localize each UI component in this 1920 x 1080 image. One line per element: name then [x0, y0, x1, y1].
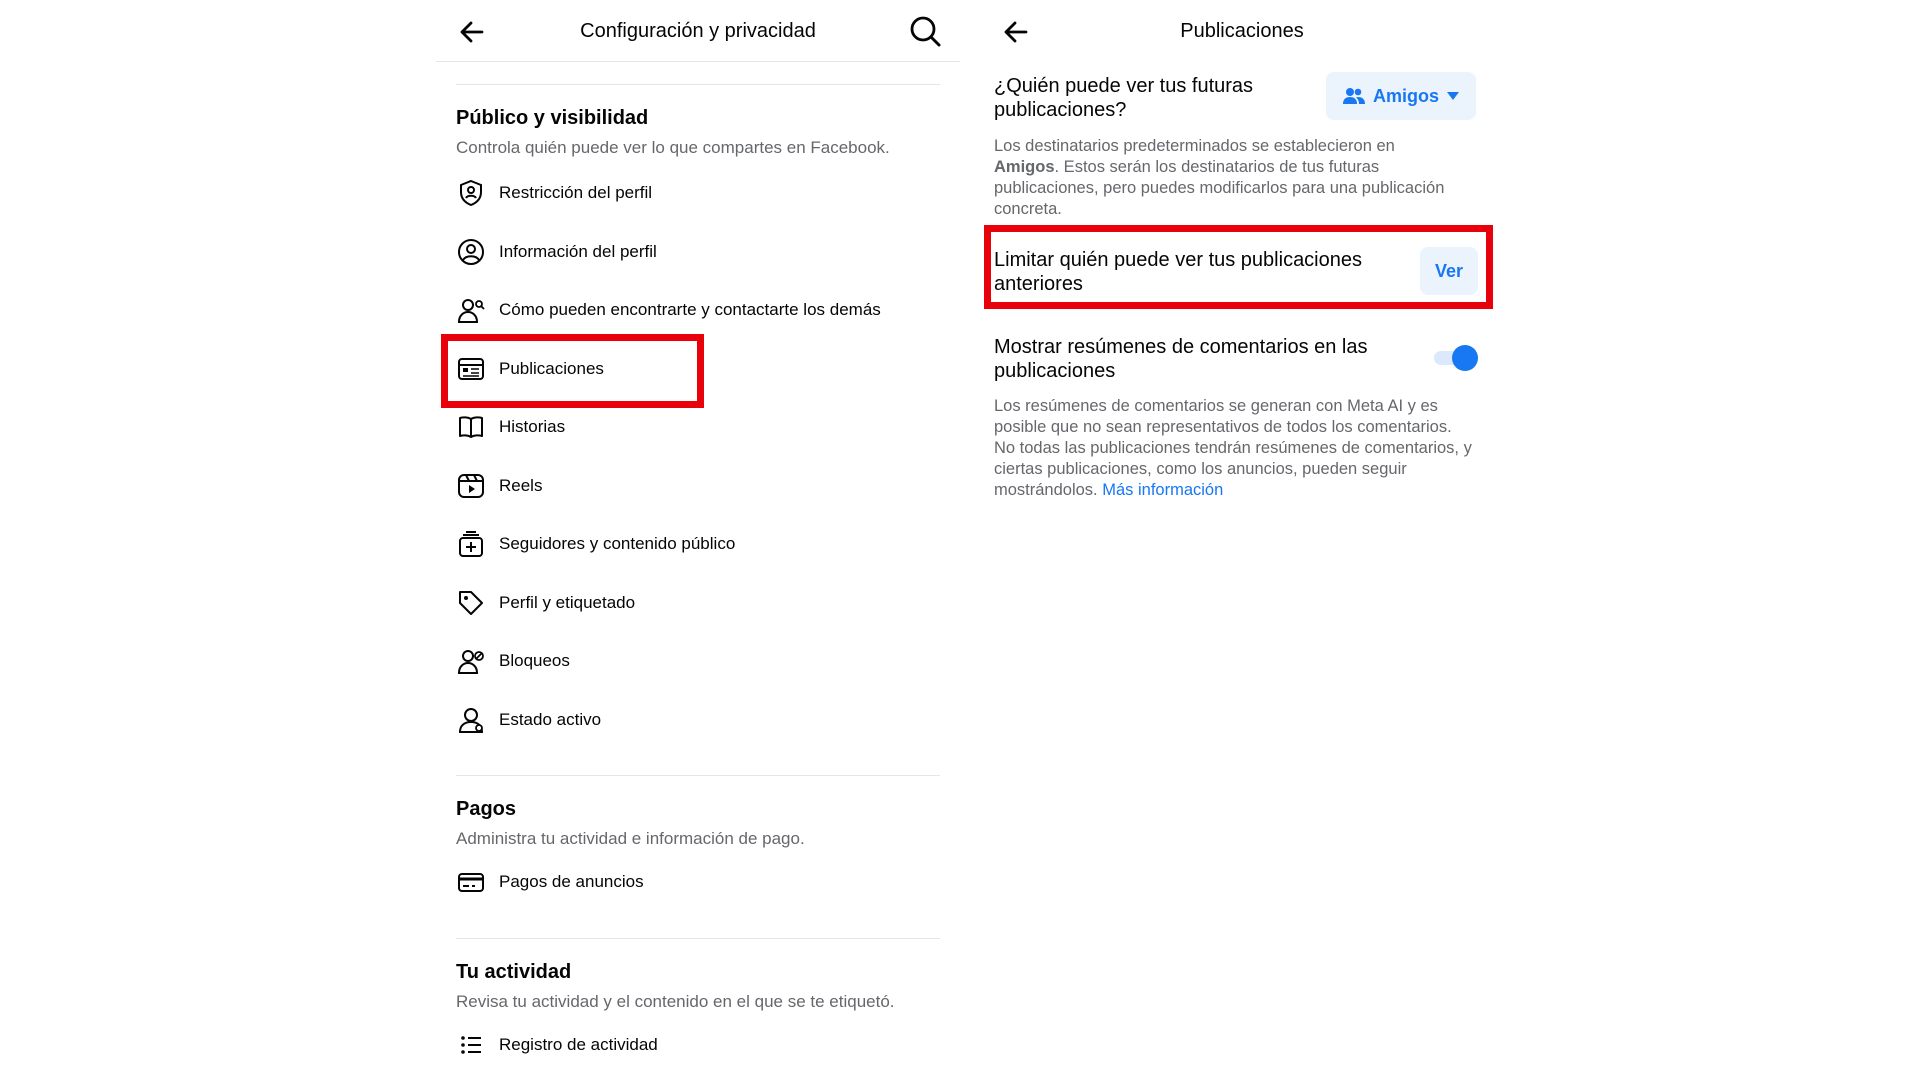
toggle-knob: [1452, 345, 1478, 371]
section-title: Público y visibilidad: [456, 107, 649, 129]
divider: [456, 775, 940, 776]
friends-icon: [1343, 87, 1365, 105]
menu-item-label: Historias: [499, 417, 566, 437]
audience-selector-button[interactable]: [1326, 72, 1476, 120]
more-info-link[interactable]: Más información: [1102, 481, 1224, 499]
menu-item-label: Seguidores y contenido público: [499, 534, 736, 554]
divider: [456, 938, 940, 939]
menu-item-profile-restriction[interactable]: [456, 164, 940, 223]
reels-play-icon: [456, 471, 486, 501]
tag-icon: [456, 588, 486, 618]
menu-item-label: Publicaciones: [499, 358, 604, 378]
page-title: Configuración y privacidad: [580, 20, 816, 42]
list-icon: [456, 1030, 486, 1060]
search-icon[interactable]: [908, 14, 942, 48]
menu-item-label: Restricción del perfil: [499, 183, 653, 203]
person-blocked-icon: [456, 646, 486, 676]
menu-item-followers[interactable]: [456, 515, 940, 574]
section-title: Pagos: [456, 798, 517, 820]
posts-settings-panel: [980, 0, 1504, 1080]
menu-item-label: Cómo pueden encontrarte y contactarte los demás: [499, 300, 881, 320]
audience-selector-label: Amigos: [1372, 85, 1439, 106]
highlight-box-posts: [441, 334, 704, 408]
menu-item-reels[interactable]: [456, 457, 940, 516]
section-subtitle: Revisa tu actividad y el contenido en el que se te etiquetó.: [456, 991, 895, 1011]
activity-section: [436, 961, 960, 1075]
divider: [456, 84, 940, 85]
credit-card-icon: [456, 867, 486, 897]
caret-down-icon: [1447, 92, 1459, 100]
view-button[interactable]: Ver: [1420, 247, 1478, 295]
menu-item-profile-tagging[interactable]: [456, 574, 940, 633]
highlight-box-limit-past: [984, 225, 1493, 309]
menu-item-label: Estado activo: [499, 709, 602, 729]
shield-person-icon: [456, 178, 486, 208]
menu-item-label: Información del perfil: [499, 241, 657, 261]
limit-past-posts-label: Limitar quién puede ver tus publicaciones anteriores: [994, 249, 1362, 295]
menu-item-label: Reels: [499, 475, 543, 495]
section-subtitle: Administra tu actividad e información de pago.: [456, 829, 805, 848]
public-visibility-section: [436, 107, 960, 749]
page-title: Publicaciones: [1180, 20, 1304, 42]
book-icon: [456, 412, 486, 442]
person-search-icon: [456, 295, 486, 325]
menu-item-label: Registro de actividad: [499, 1034, 658, 1054]
menu-item-blocking[interactable]: [456, 632, 940, 691]
comment-summaries-toggle[interactable]: [1432, 344, 1478, 372]
person-circle-icon: [456, 237, 486, 267]
comment-summaries-label: Mostrar resúmenes de comentarios en las publicaciones: [994, 336, 1368, 382]
posts-header: [980, 0, 1504, 62]
menu-item-profile-info[interactable]: [456, 223, 940, 282]
payments-section: [436, 798, 960, 912]
menu-item-label: Pagos de anuncios: [499, 872, 644, 892]
person-active-icon: [456, 705, 486, 735]
description-bold: Amigos: [994, 158, 1055, 176]
comment-summaries-description: [994, 396, 1474, 501]
menu-item-active-status[interactable]: [456, 691, 940, 750]
section-title: Tu actividad: [456, 960, 572, 983]
description-text: Los resúmenes de comentarios se generan con Meta AI y es posible que no sean representativos de todos los comentarios. No todas las publicaciones tendrán resúmenes de comentarios, y ciertas publicaciones, como los anuncios, pueden seguir mostrándolos.: [994, 397, 1472, 499]
settings-header: [436, 0, 960, 62]
future-posts-description: [994, 136, 1454, 220]
menu-item-label: Perfil y etiquetado: [499, 592, 636, 612]
settings-privacy-panel: [436, 0, 960, 1080]
menu-item-activity-log[interactable]: [456, 1016, 940, 1075]
menu-item-ad-payments[interactable]: [456, 853, 940, 912]
future-posts-question: ¿Quién puede ver tus futuras publicaciones?: [994, 75, 1254, 121]
description-text: Los destinatarios predeterminados se establecieron en: [994, 137, 1395, 155]
section-subtitle: Controla quién puede ver lo que compartes en Facebook.: [456, 138, 890, 157]
menu-item-find-contact[interactable]: [456, 281, 940, 340]
description-text: . Estos serán los destinatarios de tus futuras publicaciones, pero puedes modificarlos para una publicación concreta.: [994, 158, 1445, 218]
menu-item-label: Bloqueos: [499, 651, 570, 671]
followers-add-icon: [456, 529, 486, 559]
